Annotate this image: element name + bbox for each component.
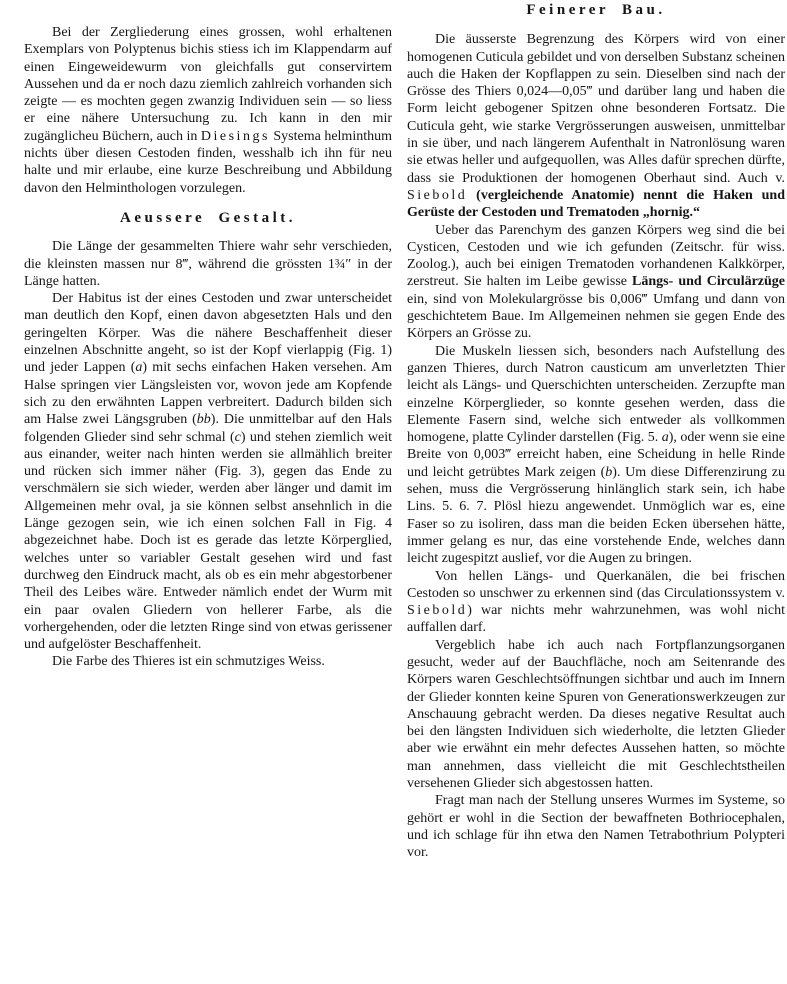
text-segment [467, 188, 476, 203]
paragraph [24, 24, 392, 197]
text-segment: ein, sind von Molekulargrösse bis 0,006‴ Umfang und dann von geschichtetem Baue. Im Allgemeinen nehmen sie gegen Ende des Körpers an Grösse zu. [407, 291, 785, 342]
text-segment: c [234, 429, 241, 445]
text-segment: (vergleichende Anatomie) nennt die Haken und Gerüste der Cestoden und Trematoden „hornig.“ [407, 187, 785, 221]
text-segment: ). Um diese Differenzirung zu sehen, muss die Vergrösserung hinlänglich stark sein, ich habe Lins. 5. 6. 7. Plösl hiezu angewendet. Unmöglich war es, eine Faser so zu isoliren, dass man die beiden Ecken übersehen hätte, immer gelang es nur, das eine vorstehende Ende, welches dann leicht zugespitzt auslief, vor die Augen zu bringen. [407, 464, 785, 567]
text-segment: Vergeblich habe ich auch nach Fortpflanzungsorganen gesucht, weder auf der Bauchfläche, noch am Seitenrande des Körpers waren Geschlechtsöffnungen sichtbar und auch im Innern der Glieder konnten keine Spuren von Generationswerkzeugen zur Anschauung gebracht werden. Da dieses negative Resultat auch bei den längsten Individuen sich wiederholte, die letzten Glieder aber wie erwähnt ein mehr defectes Aussehen hatten, so möchte man annehmen, dass vielleicht die mit Geschlechtstheilen versehenen Glieder sich abgestossen hatten. [407, 637, 785, 792]
paragraph [407, 792, 785, 861]
text-segment: a [135, 360, 143, 376]
paragraph [407, 222, 785, 343]
paragraph [407, 31, 785, 221]
paragraph [24, 653, 392, 670]
text-segment: b [605, 464, 613, 480]
text-segment: Die äusserste Begrenzung des Körpers wird von einer homogenen Cuticula gebildet und von derselben Substanz scheinen auch die Haken der Kopflappen zu sein. Dieselben sind nach der Grösse des Thiers 0,024—0,05‴ und darüber lang und haben die Form leicht gebogener Spitzen ohne besonderen Fortsatz. Die Cuticula geht, wie starke Vergrösserungen ausweisen, unmittelbar in sie über, und nach längerem Aufenthalt in Natronlösung waren sie etwas heller und aufgequollen, was Alles dafür sprechen dürfte, dass sie Produktionen der homogenen Oberhaut sind. Auch v. [407, 32, 785, 186]
section-heading: Aeussere Gestalt. [119, 209, 297, 226]
text-segment: Ueber das Parenchym des ganzen Körpers weg sind die bei Cysticen, Cestoden und wie ich gefunden (Zeitschr. für wiss. Zoolog.), auch bei einigen Trematoden vorhandenen Kalkkörper, zerstreut. Sie halten im Leibe gewisse [407, 222, 785, 290]
left-column [24, 24, 392, 671]
text-segment: Bei der Zergliederung eines grossen, wohl erhaltenen Exemplars von Polyptenus bichis stiess ich im Klappendarm auf einen Eingeweidewurm von gleichfalls gut conservirtem Aussehen und da er noch dazu ziemlich zahlreich vorhanden sich zeigte — es mochten gegen zwanzig Individuen sein — so liess er eine nähere Untersuchung zu. Ich kann in den mir zugänglicheu Büchern, auch in [24, 25, 392, 144]
text-segment: Fragt man nach der Stellung unseres Wurmes im Systeme, so gehört er wohl in die Section der bewaffneten Bothriocephalen, und ich schlage für ihn etwa den Namen Tetrabothrium Polypteri vor. [407, 793, 785, 861]
paragraph [407, 343, 785, 568]
text-segment: Der Habitus ist der eines Cestoden und zwar unterscheidet man deutlich den Kopf, einen davon abgesetzten Hals und den geringelten Körper. Was die nähere Beschaffenheit dieser einzelnen Abschnitte angeht, so ist der Kopf vierlappig (Fig. 1) und jeder Lappen ( [24, 291, 392, 376]
text-segment: ), oder wenn sie eine Breite von 0,003‴ erreicht haben, eine Scheidung in helle Rinde und leicht getrübtes Mark zeigen ( [407, 430, 786, 480]
text-segment: Systema helminthum nichts über diesen Cestoden finden, wesshalb ich ihn für neu halte und mir erlaube, eine kurze Beschreibung und Abbildung davon den Helminthologen vorzulegen. [24, 128, 392, 196]
text-segment: Die Muskeln liessen sich, besonders nach Aufstellung des ganzen Thieres, durch Natron causticum am unverletzten Thier leicht als Längs- und Querschichten unterscheiden. Zerzupfte man einzelne Körperglieder, so konnte gesehen werden, dass die Elemente Fasern sind, welche sich entweder als vollkommen homogene, platte Cylinder darstellen (Fig. 5. [407, 343, 785, 446]
text-segment: Siebold [407, 603, 468, 619]
text-segment: ) war nichts mehr wahrzunehmen, was wohl nicht auffallen darf. [407, 603, 785, 636]
text-segment: Siebold [407, 187, 468, 203]
text-segment: Die Länge der gesammelten Thiere wahr sehr verschieden, die kleinsten massen nur 8‴, während die grössten 1¾″ in der Länge hatten. [24, 239, 392, 289]
paragraph [24, 290, 392, 653]
text-segment: ). Die unmittelbar auf den Hals folgenden Glieder sind sehr schmal ( [24, 412, 392, 445]
text-segment: Die Farbe des Thieres ist ein schmutziges Weiss. [52, 654, 325, 670]
text-segment: Von hellen Längs- und Querkanälen, die bei frischen Cestoden so unschwer zu erkennen sind (das Circulationssystem v. [407, 568, 785, 601]
paragraph [407, 637, 785, 793]
text-segment: bb [196, 412, 211, 428]
paragraph [407, 568, 785, 637]
section-heading: Feinerer Bau. [526, 2, 666, 18]
paragraph [24, 238, 392, 290]
text-segment: ) und stehen ziemlich weit aus einander, weiter nach hinten werden sie allmählich breiter und rücken sich immer näher (Fig. 3), gegen das Ende zu verschmälern sie sich wieder, werden aber länger und damit im Allgemeinen mehr oval, ja sie können selbst ansehnlich in die Länge gezogen sein, wie ich einen solchen Fall in Fig. 4 abgezeichnet habe. Doch ist es gerade das letzte Körperglied, welches unter so variabler Gestalt gesehen wird und fast durchweg den Eindruck macht, als ob es ein mehr abgestorbener Theil des Leibes wäre. Entweder nämlich endet der Wurm mit ein paar ovalen Gliedern von hellerer Farbe, als die vorhergehenden, oder die letzten Ringe sind von etwas gerissener und aufgelöster Beschaffenheit. [24, 429, 392, 653]
text-segment: Diesings [200, 128, 270, 144]
right-column [407, 2, 785, 862]
text-segment: ) mit sechs einfachen Haken versehen. Am Halse springen vier Längsleisten vor, wovon jede am Kopfende sich zu den erwähnten Lappen verbreitert. Dadurch bilden sich am Halse zwei Längsgruben ( [24, 360, 392, 428]
text-segment: a [661, 430, 669, 446]
text-segment: Längs- und Circulärzüge [632, 274, 786, 290]
